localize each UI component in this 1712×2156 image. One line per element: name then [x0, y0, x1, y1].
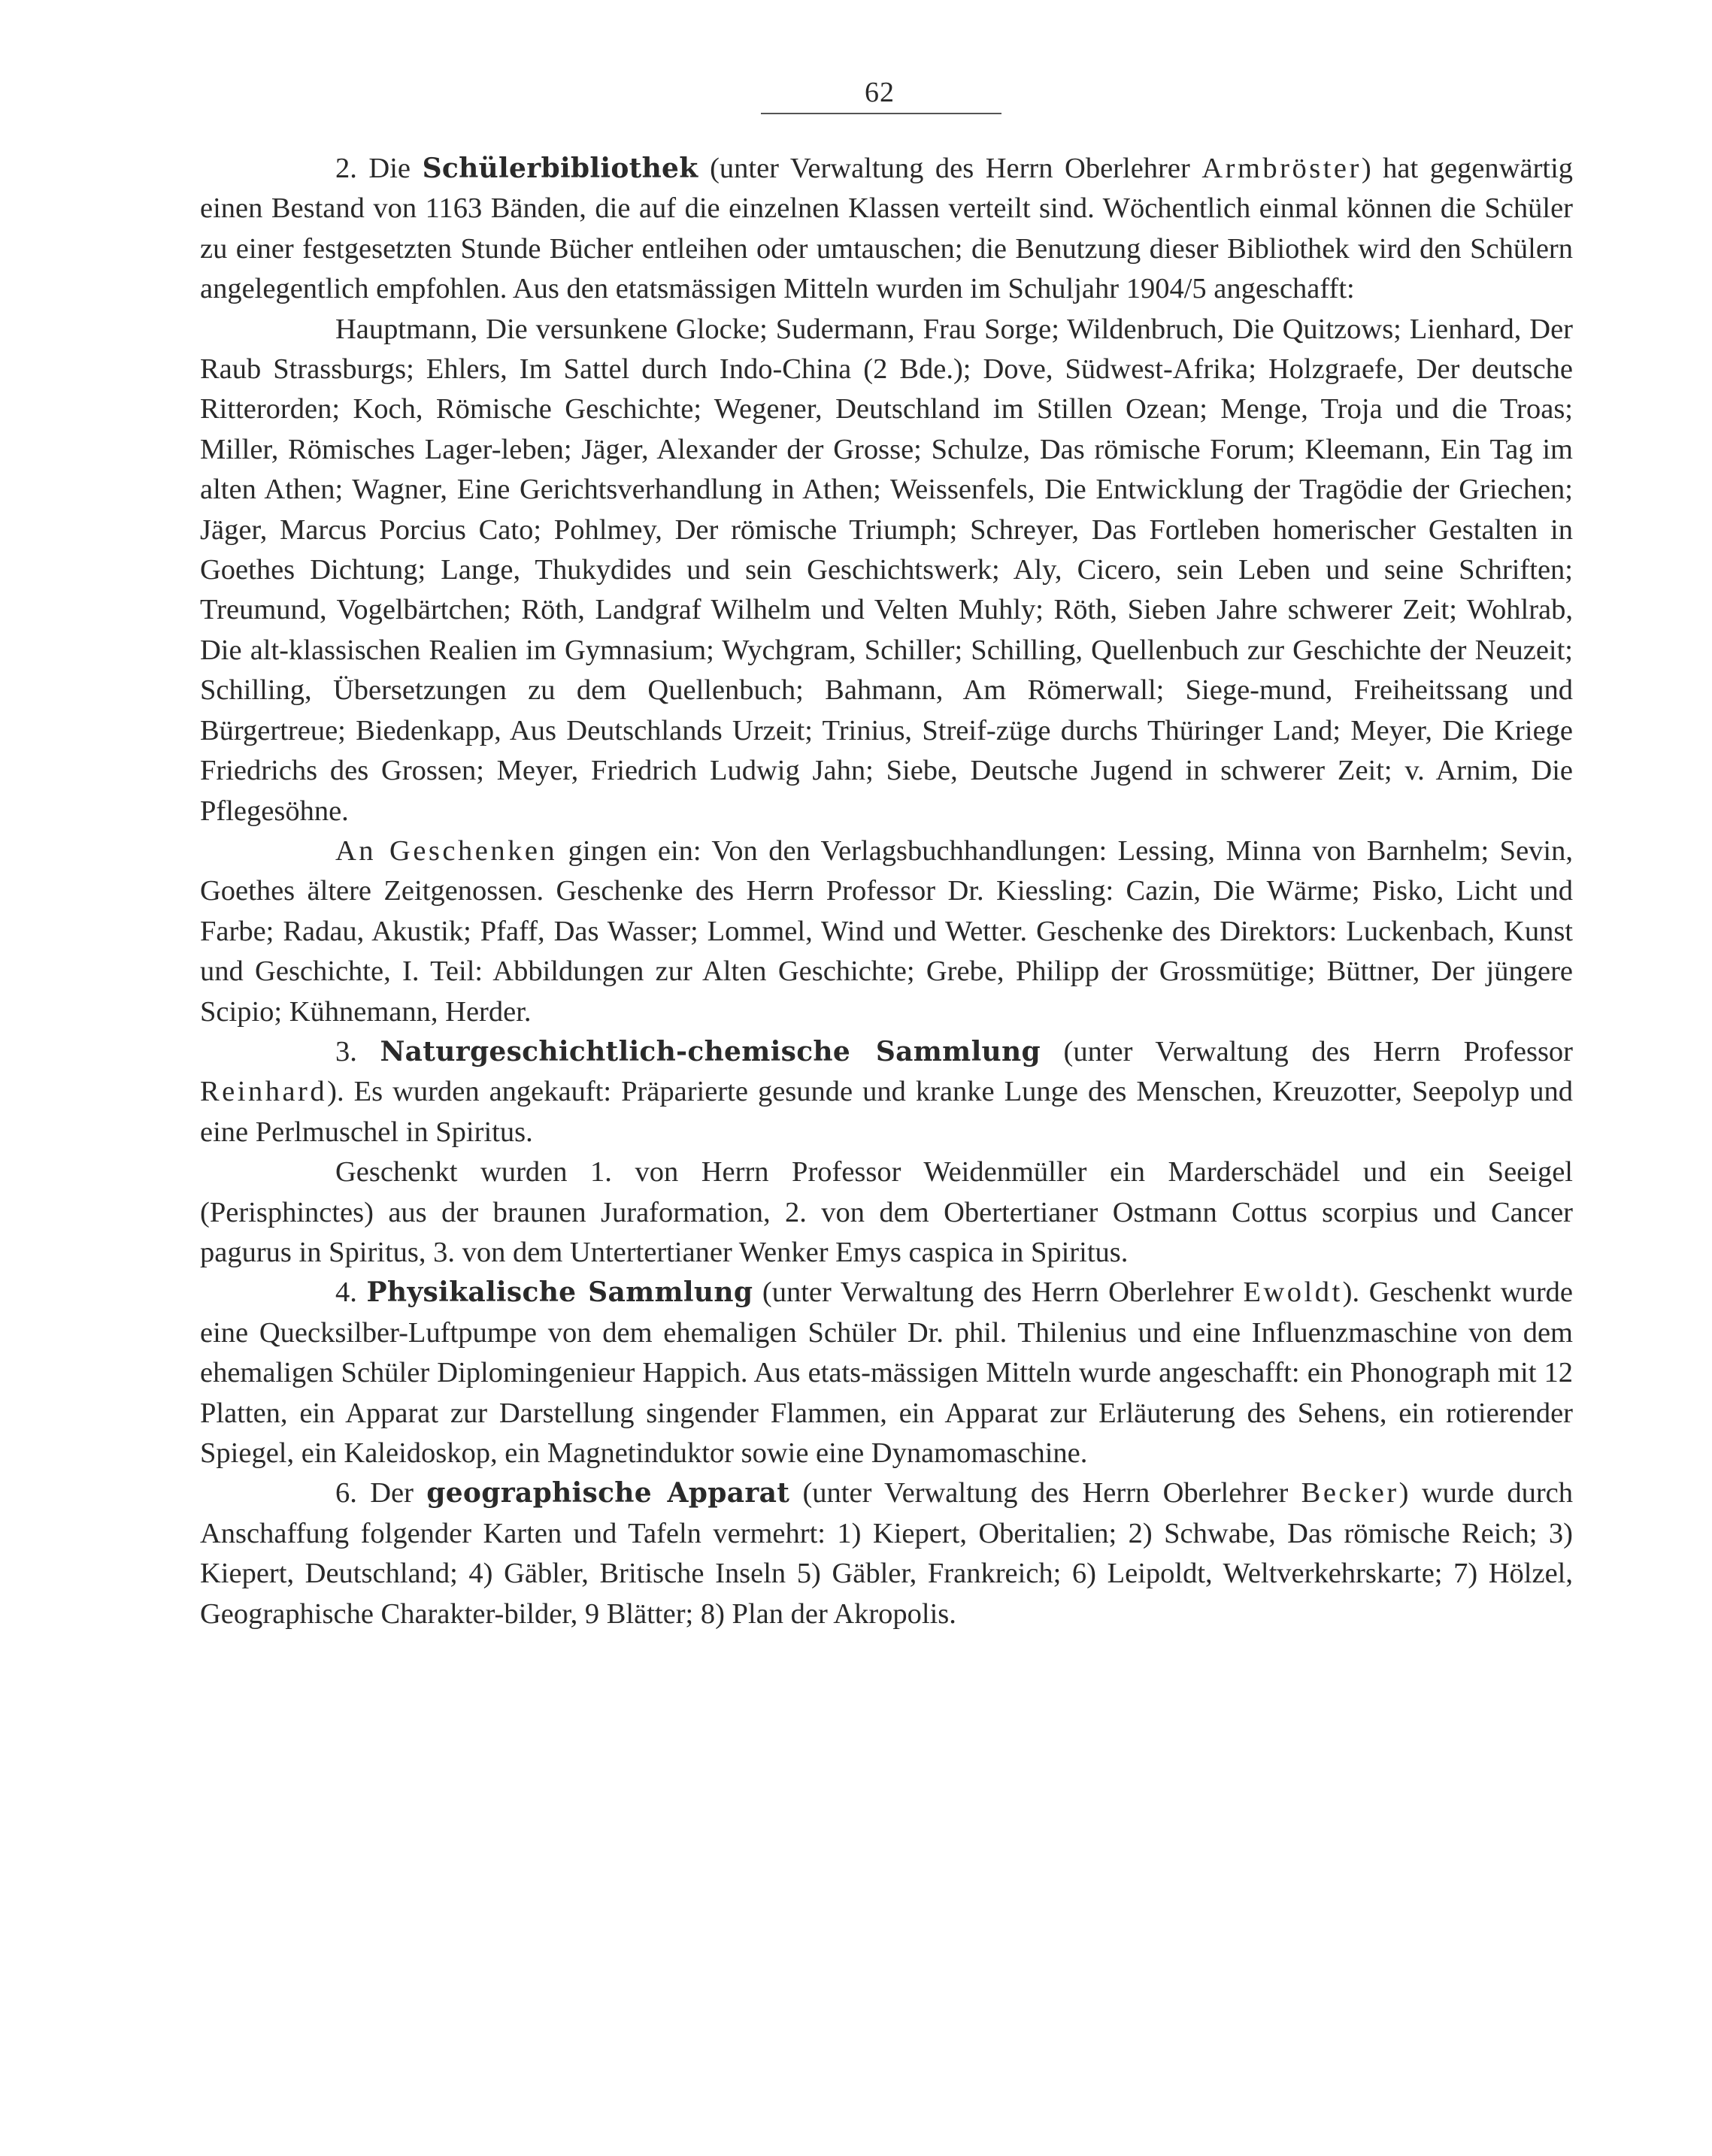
section-3-person: Reinhard	[200, 1076, 328, 1108]
section-3-pre: (unter Verwaltung des Herrn Professor	[1063, 1035, 1574, 1067]
body-text	[200, 149, 1573, 1634]
section-6-paragraph	[200, 1473, 1573, 1634]
section-4-person: Ewoldt	[1243, 1276, 1343, 1309]
book-list-paragraph: Hauptmann, Die versunkene Glocke; Sudermann, Frau Sorge; Wildenbruch, Die Quitzows; Lienhard, Der Raub Strassburgs; Ehlers, Im Sattel durch Indo-China (2 Bde.); Dove, Südwest-Afrika; Holzgraefe, Der deutsche Ritterorden; Koch, Römische Geschichte; Wegener, Deutschland im Stillen Ozean; Menge, Troja und die Troas; Miller, Römisches Lager-leben; Jäger, Alexander der Grosse; Schulze, Das römische Forum; Kleemann, Ein Tag im alten Athen; Wagner, Eine Gerichtsverhandlung in Athen; Weissenfels, Die Entwicklung der Tragödie der Griechen; Jäger, Marcus Porcius Cato; Pohlmey, Der römische Triumph; Schreyer, Das Fortleben homerischer Gestalten in Goethes Dichtung; Lange, Thukydides und sein Geschichtswerk; Aly, Cicero, sein Leben und seine Schriften; Treumund, Vogelbärtchen; Röth, Landgraf Wilhelm und Velten Muhly; Röth, Sieben Jahre schwerer Zeit; Wohlrab, Die alt-klassischen Realien im Gymnasium; Wychgram, Schiller; Schilling, Quellenbuch zur Geschichte der Neuzeit; Schilling, Übersetzungen zu dem Quellenbuch; Bahmann, Am Römerwall; Siege-mund, Freiheitssang und Bürgertreue; Biedenkapp, Aus Deutschlands Urzeit; Trinius, Streif-züge durchs Thüringer Land; Meyer, Die Kriege Friedrichs des Grossen; Meyer, Friedrich Ludwig Jahn; Siebe, Deutsche Jugend in schwerer Zeit; v. Arnim, Die Pflegesöhne.	[200, 313, 1573, 827]
section-2-person: Armbröster	[1201, 153, 1362, 184]
section-6-pre: (unter Verwaltung des Herrn Oberlehrer	[802, 1477, 1289, 1510]
section-2-text: ) hat gegenwärtig einen Bestand von 1163 Bänden, die auf die einzelnen Klassen verteilt sind. Wöchentlich einmal können die Schüler zu einer festgesetzten Stunde Bücher entleihen oder umtauschen; die Benutzung dieser Bibliothek wird den Schülern angelegentlich empfohlen. Aus den etatsmässigen Mitteln wurden im Schuljahr 1904/5 angeschafft:	[200, 153, 1574, 305]
section-6-title: geographische Apparat	[426, 1477, 790, 1510]
section-4-title: Physikalische Sammlung	[366, 1276, 753, 1309]
section-4-text: ). Geschenkt wurde eine Quecksilber-Luftpumpe von dem ehemaligen Schüler Dr. phil. Thilenius und eine Influenzmaschine von dem ehemaligen Schüler Diplomingenieur Happich. Aus etats-mässigen Mitteln wurde angeschafft: ein Phonograph mit 12 Platten, ein Apparat zur Darstellung singender Flammen, ein Apparat zur Erläuterung des Sehens, ein rotierender Spiegel, ein Kaleidoskop, ein Magnetinduktor sowie eine Dynamomaschine.	[200, 1276, 1574, 1469]
section-2-title: Schülerbibliothek	[422, 153, 698, 184]
gifts-lead: An Geschenken	[335, 834, 558, 867]
section-3-text: ). Es wurden angekauft: Präparierte gesunde und kranke Lunge des Menschen, Kreuzotter, Seepolyp und eine Perlmuschel in Spiritus.	[200, 1076, 1573, 1148]
section-4-number: 4.	[335, 1276, 357, 1309]
section-3-gifts-paragraph: Geschenkt wurden 1. von Herrn Professor Weidenmüller ein Marderschädel und ein Seeigel (Perisphinctes) aus der braunen Juraformation, 2. von dem Obertertianer Ostmann Cottus scorpius und Cancer pagurus in Spiritus, 3. von dem Untertertianer Wenker Emys caspica in Spiritus.	[200, 1156, 1573, 1268]
section-4-pre: (unter Verwaltung des Herrn Oberlehrer	[762, 1276, 1234, 1309]
section-3-title: Naturgeschichtlich-chemische Sammlung	[380, 1035, 1041, 1067]
gifts-text: gingen ein: Von den Verlagsbuchhandlungen: Lessing, Minna von Barnhelm; Sevin, Goethes ältere Zeitgenossen. Geschenke des Herrn Professor Dr. Kiessling: Cazin, Die Wärme; Pisko, Licht und Farbe; Radau, Akustik; Pfaff, Das Wasser; Lommel, Wind und Wetter. Geschenke des Direktors: Luckenbach, Kunst und Geschichte, I. Teil: Abbildungen zur Alten Geschichte; Grebe, Philipp der Grossmütige; Büttner, Der jüngere Scipio; Kühnemann, Herder.	[200, 834, 1574, 1028]
section-3-number: 3.	[335, 1035, 357, 1067]
section-3-paragraph	[200, 1032, 1573, 1152]
header-rule	[761, 113, 1001, 114]
section-2-pre: (unter Verwaltung des Herrn Oberlehrer	[710, 153, 1190, 184]
section-6-text: ) wurde durch Anschaffung folgender Karten und Tafeln vermehrt: 1) Kiepert, Oberitalien; 2) Schwabe, Das römische Reich; 3) Kiepert, Deutschland; 4) Gäbler, Britische Inseln 5) Gäbler, Frankreich; 6) Leipoldt, Weltverkehrskarte; 7) Hölzel, Geographische Charakter-bilder, 9 Blätter; 8) Plan der Akropolis.	[200, 1477, 1574, 1630]
gifts-paragraph	[200, 831, 1573, 1032]
section-6-number: 6. Der	[335, 1477, 414, 1510]
section-4-paragraph	[200, 1273, 1573, 1473]
section-6-person: Becker	[1301, 1477, 1399, 1510]
section-2-paragraph	[200, 149, 1573, 310]
section-2-number: 2. Die	[335, 153, 411, 184]
page-number: 62	[865, 77, 895, 108]
